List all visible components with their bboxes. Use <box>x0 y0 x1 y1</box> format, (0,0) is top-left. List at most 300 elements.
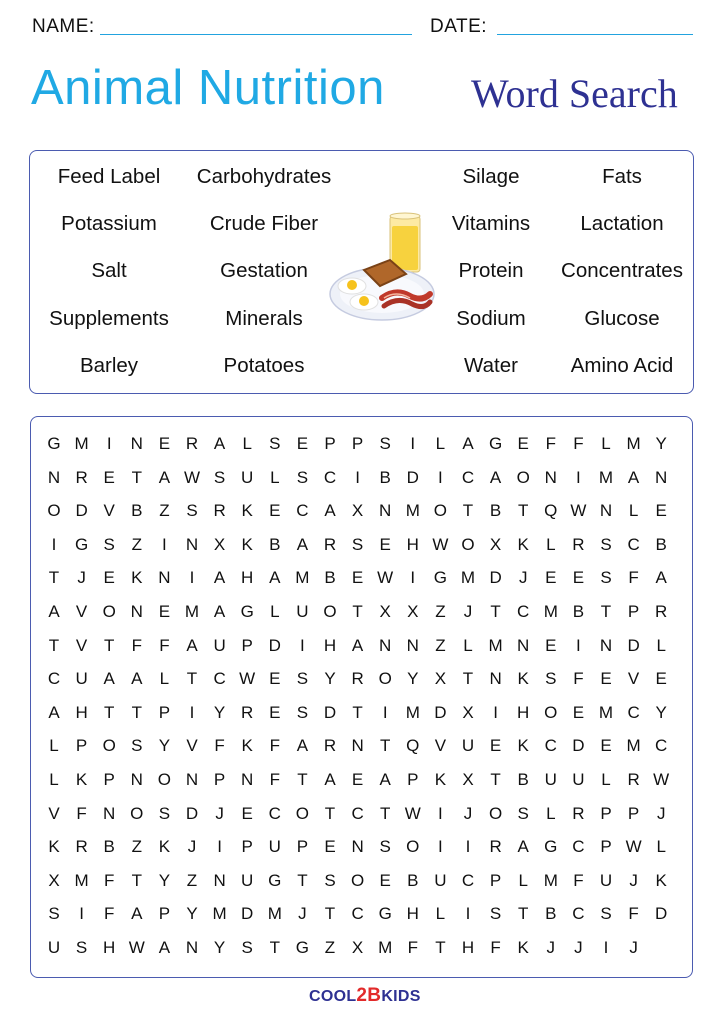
grid-letter[interactable]: V <box>434 736 447 756</box>
grid-letter[interactable]: P <box>158 702 171 722</box>
grid-letter[interactable]: I <box>355 467 360 487</box>
grid-letter[interactable]: T <box>48 568 60 588</box>
grid-letter[interactable]: T <box>462 501 474 521</box>
grid-letter[interactable]: D <box>406 467 419 487</box>
date-write-line[interactable] <box>497 34 693 35</box>
grid-letter[interactable]: J <box>656 803 666 823</box>
grid-letter[interactable]: S <box>379 837 391 857</box>
grid-letter[interactable]: N <box>185 534 199 554</box>
grid-letter[interactable]: T <box>435 938 446 957</box>
grid-letter[interactable]: K <box>434 770 447 789</box>
grid-letter[interactable]: F <box>490 938 501 957</box>
grid-letter[interactable]: B <box>517 770 529 789</box>
grid-letter[interactable]: L <box>49 770 59 789</box>
grid-letter[interactable]: K <box>48 837 60 857</box>
grid-letter[interactable]: M <box>405 702 420 722</box>
grid-letter[interactable]: N <box>489 669 502 689</box>
grid-letter[interactable]: P <box>600 803 612 823</box>
grid-letter[interactable]: K <box>517 938 529 957</box>
grid-letter[interactable]: U <box>241 467 254 487</box>
grid-letter[interactable]: T <box>297 870 308 890</box>
grid-letter[interactable]: I <box>162 534 167 554</box>
grid-letter[interactable]: H <box>517 702 530 722</box>
grid-letter[interactable]: E <box>324 837 336 857</box>
grid-letter[interactable]: A <box>517 837 529 857</box>
grid-letter[interactable]: A <box>655 568 667 588</box>
grid-letter[interactable]: R <box>75 467 88 487</box>
grid-letter[interactable]: S <box>379 434 391 453</box>
grid-letter[interactable]: A <box>213 568 226 588</box>
grid-letter[interactable]: I <box>217 837 222 857</box>
grid-letter[interactable]: G <box>268 870 282 890</box>
grid-letter[interactable]: S <box>545 669 557 689</box>
grid-letter[interactable]: R <box>241 702 254 722</box>
grid-letter[interactable]: L <box>656 635 666 655</box>
grid-letter[interactable]: G <box>240 602 254 621</box>
grid-letter[interactable]: N <box>544 467 557 487</box>
grid-letter[interactable]: M <box>74 434 89 453</box>
grid-letter[interactable]: L <box>518 870 528 890</box>
grid-letter[interactable]: P <box>627 803 640 823</box>
grid-letter[interactable]: N <box>351 736 364 756</box>
grid-letter[interactable]: E <box>545 568 557 588</box>
grid-letter[interactable]: F <box>628 568 639 588</box>
grid-letter[interactable]: J <box>187 837 197 857</box>
grid-letter[interactable]: P <box>324 434 336 453</box>
grid-letter[interactable]: B <box>103 837 115 857</box>
grid-letter[interactable]: W <box>239 669 256 689</box>
grid-letter[interactable]: A <box>103 669 115 689</box>
grid-letter[interactable]: O <box>323 602 337 621</box>
grid-letter[interactable]: J <box>629 938 638 957</box>
grid-letter[interactable]: I <box>438 837 443 857</box>
grid-letter[interactable]: J <box>546 938 556 957</box>
name-write-line[interactable] <box>100 34 412 35</box>
grid-letter[interactable]: N <box>517 635 530 655</box>
grid-letter[interactable]: F <box>545 434 556 453</box>
grid-letter[interactable]: B <box>324 568 336 588</box>
grid-letter[interactable]: T <box>103 702 115 722</box>
grid-letter[interactable]: M <box>626 434 641 453</box>
grid-letter[interactable]: C <box>627 702 640 722</box>
grid-letter[interactable]: R <box>489 837 502 857</box>
grid-letter[interactable]: O <box>378 669 392 689</box>
grid-letter[interactable]: O <box>433 501 447 521</box>
grid-letter[interactable]: W <box>404 803 421 823</box>
grid-letter[interactable]: T <box>103 635 115 655</box>
grid-letter[interactable]: L <box>159 669 170 689</box>
grid-letter[interactable]: N <box>130 770 143 789</box>
grid-letter[interactable]: M <box>74 870 89 890</box>
grid-letter[interactable]: E <box>600 736 612 756</box>
grid-letter[interactable]: R <box>213 501 226 521</box>
grid-letter[interactable]: A <box>131 669 143 689</box>
grid-letter[interactable]: E <box>517 434 529 453</box>
grid-letter[interactable]: F <box>214 736 225 756</box>
grid-letter[interactable]: L <box>601 434 611 453</box>
grid-letter[interactable]: W <box>570 501 587 521</box>
grid-letter[interactable]: X <box>434 669 447 689</box>
grid-letter[interactable]: O <box>157 770 171 789</box>
grid-letter[interactable]: N <box>241 770 254 789</box>
grid-letter[interactable]: Y <box>158 870 171 890</box>
grid-letter[interactable]: B <box>407 870 419 890</box>
grid-letter[interactable]: C <box>268 803 281 823</box>
grid-letter[interactable]: W <box>432 534 449 554</box>
grid-letter[interactable]: S <box>296 669 309 689</box>
grid-letter[interactable]: N <box>185 770 199 789</box>
grid-letter[interactable]: G <box>544 837 558 857</box>
grid-letter[interactable]: R <box>75 837 88 857</box>
grid-letter[interactable]: A <box>158 467 171 487</box>
grid-letter[interactable]: B <box>379 467 391 487</box>
grid-letter[interactable]: M <box>543 602 558 621</box>
grid-letter[interactable]: H <box>406 534 419 554</box>
grid-letter[interactable]: T <box>379 803 391 823</box>
grid-letter[interactable]: A <box>627 467 640 487</box>
grid-letter[interactable]: T <box>186 669 198 689</box>
grid-letter[interactable]: S <box>489 904 502 924</box>
grid-letter[interactable]: S <box>75 938 88 957</box>
grid-letter[interactable]: Z <box>435 635 446 655</box>
grid-letter[interactable]: C <box>351 803 364 823</box>
grid-letter[interactable]: M <box>598 467 614 487</box>
grid-letter[interactable]: R <box>627 770 640 789</box>
grid-letter[interactable]: E <box>655 501 667 521</box>
grid-letter[interactable]: H <box>75 702 88 722</box>
grid-letter[interactable]: A <box>296 534 309 554</box>
grid-letter[interactable]: E <box>351 568 364 588</box>
grid-letter[interactable]: D <box>241 904 254 924</box>
grid-letter[interactable]: Z <box>159 501 170 521</box>
grid-letter[interactable]: J <box>629 870 638 890</box>
grid-letter[interactable]: X <box>462 702 474 722</box>
grid-letter[interactable]: N <box>379 635 392 655</box>
grid-letter[interactable]: C <box>461 467 475 487</box>
grid-letter[interactable]: D <box>434 702 447 722</box>
grid-letter[interactable]: U <box>544 770 557 789</box>
grid-letter[interactable]: D <box>185 803 199 823</box>
grid-letter[interactable]: R <box>572 803 585 823</box>
grid-letter[interactable]: O <box>295 803 309 823</box>
grid-letter[interactable]: L <box>242 434 252 453</box>
grid-letter[interactable]: Y <box>324 669 336 689</box>
grid-letter[interactable]: E <box>489 736 502 756</box>
grid-letter[interactable]: I <box>465 837 471 857</box>
grid-letter[interactable]: J <box>463 602 473 621</box>
grid-letter[interactable]: K <box>131 568 143 588</box>
grid-letter[interactable]: J <box>463 803 473 823</box>
grid-letter[interactable]: M <box>598 702 614 722</box>
grid-letter[interactable]: N <box>185 938 199 957</box>
grid-letter[interactable]: G <box>433 568 447 588</box>
grid-letter[interactable]: G <box>378 904 392 924</box>
grid-letter[interactable]: S <box>186 501 198 521</box>
grid-letter[interactable]: X <box>351 501 364 521</box>
grid-letter[interactable]: H <box>323 635 337 655</box>
grid-letter[interactable]: T <box>324 904 336 924</box>
grid-letter[interactable]: A <box>324 501 336 521</box>
grid-letter[interactable]: Y <box>213 938 226 957</box>
grid-letter[interactable]: Z <box>131 534 142 554</box>
grid-letter[interactable]: C <box>544 736 557 756</box>
grid-letter[interactable]: D <box>655 904 668 924</box>
grid-letter[interactable]: C <box>461 870 475 890</box>
grid-letter[interactable]: L <box>435 904 446 924</box>
grid-letter[interactable]: E <box>269 501 281 521</box>
grid-letter[interactable]: C <box>572 837 585 857</box>
grid-letter[interactable]: J <box>77 568 86 588</box>
grid-letter[interactable]: C <box>323 467 337 487</box>
grid-letter[interactable]: D <box>627 635 640 655</box>
grid-letter[interactable]: G <box>74 534 89 554</box>
grid-letter[interactable]: M <box>488 635 503 655</box>
grid-letter[interactable]: L <box>270 467 280 487</box>
grid-letter[interactable]: A <box>489 467 502 487</box>
grid-letter[interactable]: Z <box>186 870 198 890</box>
grid-letter[interactable]: M <box>267 904 282 924</box>
grid-letter[interactable]: U <box>47 938 61 957</box>
grid-letter[interactable]: A <box>269 568 281 588</box>
grid-letter[interactable]: T <box>324 803 336 823</box>
grid-letter[interactable]: U <box>213 635 226 655</box>
grid-letter[interactable]: B <box>572 602 585 621</box>
grid-letter[interactable]: H <box>241 568 254 588</box>
grid-letter[interactable]: P <box>241 635 253 655</box>
grid-letter[interactable]: R <box>323 534 337 554</box>
grid-letter[interactable]: K <box>241 501 253 521</box>
grid-letter[interactable]: U <box>296 602 309 621</box>
grid-letter[interactable]: N <box>130 434 143 453</box>
grid-letter[interactable]: X <box>379 602 391 621</box>
grid-letter[interactable]: P <box>296 837 309 857</box>
grid-letter[interactable]: O <box>488 803 503 823</box>
grid-letter[interactable]: B <box>489 501 502 521</box>
grid-letter[interactable]: Y <box>655 434 667 453</box>
grid-letter[interactable]: S <box>158 803 171 823</box>
grid-letter[interactable]: E <box>655 669 667 689</box>
grid-letter[interactable]: R <box>655 602 668 621</box>
grid-letter[interactable]: K <box>241 534 253 554</box>
grid-letter[interactable]: I <box>79 904 84 924</box>
grid-letter[interactable]: W <box>653 770 670 789</box>
grid-letter[interactable]: C <box>517 602 530 621</box>
grid-letter[interactable]: O <box>47 501 61 521</box>
grid-letter[interactable]: C <box>627 534 640 554</box>
grid-letter[interactable]: G <box>488 434 503 453</box>
grid-letter[interactable]: I <box>51 534 57 554</box>
grid-letter[interactable]: V <box>75 635 88 655</box>
grid-letter[interactable]: I <box>189 702 195 722</box>
grid-letter[interactable]: I <box>465 904 471 924</box>
grid-letter[interactable]: L <box>546 534 556 554</box>
grid-letter[interactable]: F <box>573 870 584 890</box>
grid-letter[interactable]: F <box>269 736 280 756</box>
grid-letter[interactable]: M <box>405 501 420 521</box>
grid-letter[interactable]: J <box>298 904 307 924</box>
grid-letter[interactable]: A <box>324 770 336 789</box>
grid-letter[interactable]: W <box>377 568 394 588</box>
grid-letter[interactable]: N <box>406 635 419 655</box>
grid-letter[interactable]: A <box>48 602 60 621</box>
grid-letter[interactable]: V <box>103 501 115 521</box>
grid-letter[interactable]: A <box>186 635 198 655</box>
grid-letter[interactable]: E <box>269 669 281 689</box>
grid-letter[interactable]: X <box>462 770 474 789</box>
grid-letter[interactable]: L <box>435 434 446 453</box>
grid-letter[interactable]: S <box>103 534 115 554</box>
grid-letter[interactable]: O <box>130 803 144 823</box>
grid-letter[interactable]: T <box>517 904 529 924</box>
grid-letter[interactable]: M <box>626 736 641 756</box>
grid-letter[interactable]: K <box>517 736 529 756</box>
grid-letter[interactable]: E <box>351 770 364 789</box>
grid-letter[interactable]: E <box>158 434 171 453</box>
grid-letter[interactable]: S <box>324 870 336 890</box>
grid-letter[interactable]: P <box>241 837 253 857</box>
grid-letter[interactable]: R <box>351 669 364 689</box>
grid-letter[interactable]: F <box>103 870 115 890</box>
grid-letter[interactable]: E <box>545 635 557 655</box>
grid-letter[interactable]: S <box>600 904 612 924</box>
grid-letter[interactable]: E <box>572 702 585 722</box>
grid-letter[interactable]: M <box>184 602 200 621</box>
grid-letter[interactable]: Q <box>544 501 558 521</box>
grid-letter[interactable]: I <box>576 467 581 487</box>
grid-letter[interactable]: O <box>461 534 475 554</box>
grid-letter[interactable]: C <box>213 669 226 689</box>
grid-letter[interactable]: N <box>655 467 668 487</box>
grid-letter[interactable]: P <box>213 770 226 789</box>
grid-letter[interactable]: V <box>75 602 88 621</box>
grid-letter[interactable]: S <box>213 467 226 487</box>
grid-letter[interactable]: V <box>627 669 640 689</box>
grid-letter[interactable]: A <box>213 434 226 453</box>
grid-letter[interactable]: K <box>241 736 253 756</box>
grid-letter[interactable]: L <box>656 837 666 857</box>
grid-letter[interactable]: X <box>407 602 419 621</box>
grid-letter[interactable]: I <box>603 938 609 957</box>
grid-letter[interactable]: T <box>131 702 142 722</box>
grid-letter[interactable]: M <box>378 938 393 957</box>
grid-letter[interactable]: O <box>102 602 116 621</box>
grid-letter[interactable]: E <box>103 568 115 588</box>
grid-letter[interactable]: Y <box>655 702 667 722</box>
grid-letter[interactable]: K <box>655 870 667 890</box>
grid-letter[interactable]: M <box>295 568 310 588</box>
grid-letter[interactable]: S <box>269 434 281 453</box>
grid-letter[interactable]: T <box>48 635 60 655</box>
grid-letter[interactable]: I <box>300 635 305 655</box>
grid-letter[interactable]: S <box>517 803 529 823</box>
grid-letter[interactable]: P <box>351 434 364 453</box>
grid-letter[interactable]: H <box>103 938 116 957</box>
grid-letter[interactable]: B <box>131 501 143 521</box>
grid-letter[interactable]: B <box>545 904 557 924</box>
grid-letter[interactable]: D <box>572 736 585 756</box>
grid-letter[interactable]: P <box>75 736 88 756</box>
grid-letter[interactable]: S <box>600 568 612 588</box>
grid-letter[interactable]: E <box>269 702 281 722</box>
grid-letter[interactable]: I <box>189 568 195 588</box>
grid-letter[interactable]: U <box>572 770 585 789</box>
grid-letter[interactable]: F <box>103 904 115 924</box>
grid-letter[interactable]: J <box>215 803 224 823</box>
grid-letter[interactable]: O <box>544 702 558 722</box>
grid-letter[interactable]: S <box>131 736 143 756</box>
grid-letter[interactable]: N <box>213 870 226 890</box>
grid-letter[interactable]: H <box>406 904 419 924</box>
grid-letter[interactable]: L <box>601 770 611 789</box>
grid-letter[interactable]: F <box>573 434 584 453</box>
grid-letter[interactable]: O <box>406 837 420 857</box>
grid-letter[interactable]: P <box>407 770 419 789</box>
grid-letter[interactable]: S <box>600 534 612 554</box>
grid-letter[interactable]: R <box>185 434 199 453</box>
grid-letter[interactable]: N <box>599 635 613 655</box>
grid-letter[interactable]: D <box>268 635 281 655</box>
grid-letter[interactable]: I <box>410 434 416 453</box>
grid-letter[interactable]: V <box>186 736 198 756</box>
grid-letter[interactable]: T <box>352 602 363 621</box>
grid-letter[interactable]: E <box>241 803 253 823</box>
grid-letter[interactable]: S <box>296 467 309 487</box>
grid-letter[interactable]: F <box>628 904 639 924</box>
grid-letter[interactable]: L <box>270 602 280 621</box>
grid-letter[interactable]: N <box>130 602 143 621</box>
grid-letter[interactable]: C <box>47 669 61 689</box>
grid-letter[interactable]: E <box>296 434 309 453</box>
grid-letter[interactable]: Y <box>158 736 171 756</box>
grid-letter[interactable]: A <box>213 602 226 621</box>
grid-letter[interactable]: B <box>655 534 667 554</box>
grid-letter[interactable]: E <box>379 870 391 890</box>
grid-letter[interactable]: U <box>599 870 613 890</box>
grid-letter[interactable]: F <box>131 635 142 655</box>
grid-letter[interactable]: F <box>573 669 584 689</box>
grid-letter[interactable]: T <box>517 501 529 521</box>
grid-letter[interactable]: I <box>438 467 443 487</box>
grid-letter[interactable]: E <box>379 534 391 554</box>
grid-letter[interactable]: K <box>517 669 529 689</box>
grid-letter[interactable]: F <box>159 635 170 655</box>
grid-letter[interactable]: Y <box>407 669 419 689</box>
grid-letter[interactable]: I <box>438 803 443 823</box>
grid-letter[interactable]: W <box>625 837 642 857</box>
grid-letter[interactable]: E <box>572 568 585 588</box>
grid-letter[interactable]: Y <box>213 702 226 722</box>
grid-letter[interactable]: K <box>75 770 88 789</box>
grid-letter[interactable]: O <box>102 736 116 756</box>
grid-letter[interactable]: T <box>131 467 142 487</box>
grid-letter[interactable]: C <box>296 501 309 521</box>
grid-letter[interactable]: N <box>379 501 392 521</box>
grid-letter[interactable]: M <box>543 870 558 890</box>
grid-letter[interactable]: N <box>599 501 613 521</box>
grid-letter[interactable]: T <box>490 602 501 621</box>
grid-letter[interactable]: T <box>269 938 280 957</box>
grid-letter[interactable]: N <box>158 568 171 588</box>
grid-letter[interactable]: Y <box>186 904 198 924</box>
grid-letter[interactable]: Z <box>324 938 336 957</box>
grid-letter[interactable]: F <box>269 770 280 789</box>
grid-letter[interactable]: L <box>628 501 639 521</box>
grid-letter[interactable]: U <box>75 669 88 689</box>
grid-letter[interactable]: D <box>489 568 502 588</box>
grid-letter[interactable]: Q <box>406 736 420 756</box>
grid-letter[interactable]: X <box>489 534 502 554</box>
grid-letter[interactable]: S <box>296 702 309 722</box>
